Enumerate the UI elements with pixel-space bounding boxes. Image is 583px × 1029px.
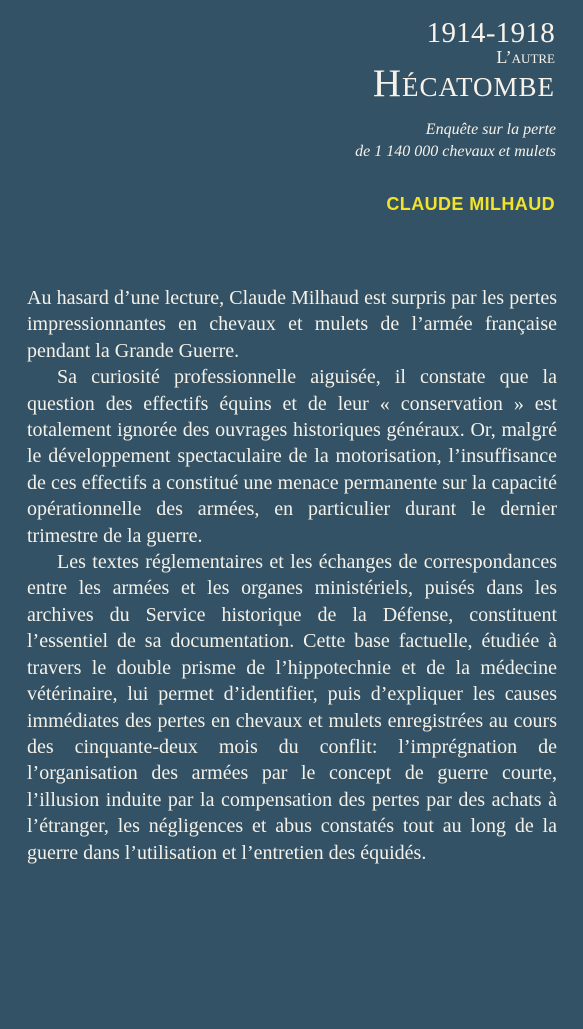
title-years: 1914-1918 — [426, 17, 555, 49]
book-description — [27, 285, 557, 866]
title-main: Hécatombe — [372, 62, 555, 105]
author-name: CLAUDE MILHAUD — [386, 194, 555, 214]
description-paragraph-1: Au hasard d’une lecture, Claude Milhaud est surpris par les pertes impressionnantes en chevaux et mulets de l’armée française pendant la Grande Guerre. — [27, 287, 557, 362]
subtitle-block — [296, 119, 556, 163]
description-paragraph-3: Les textes réglementaires et les échanges de correspondances entre les armées et les organes ministériels, puisés dans les archives du Service historique de la Défense, constituent l’essentiel de sa documentation. Cette base factuelle, étudiée à travers le double prisme de l’hippotechnie et de la médecine vétérinaire, lui permet d’identifier, puis d’expliquer les causes immédiates des pertes en chevaux et mulets enregistrées au cours des cinquante-deux mois du conflit: l’imprégnation de l’organisation des armées par le concept de guerre courte, l’illusion induite par la compensation des pertes par des achats à l’étranger, les négligences et abus constatés tout au long de la guerre dans l’utilisation et l’entretien des équidés. — [27, 551, 557, 864]
subtitle-line-1: Enquête sur la perte — [425, 121, 556, 138]
description-paragraph-2: Sa curiosité professionnelle aiguisée, il constate que la question des effectifs équins et de leur « conservation » est totalement ignorée des ouvrages historiques généraux. Or, malgré le développement spectaculaire de la motorisation, l’insuffisance de ces effectifs a constitué une menace permanente sur la capacité opérationnelle des armées, en particulier durant le dernier trimestre de la guerre. — [27, 366, 557, 547]
subtitle-line-2: de 1 140 000 chevaux et mulets — [355, 143, 556, 160]
title-article: L’autre — [496, 47, 555, 67]
title-block — [225, 18, 555, 103]
